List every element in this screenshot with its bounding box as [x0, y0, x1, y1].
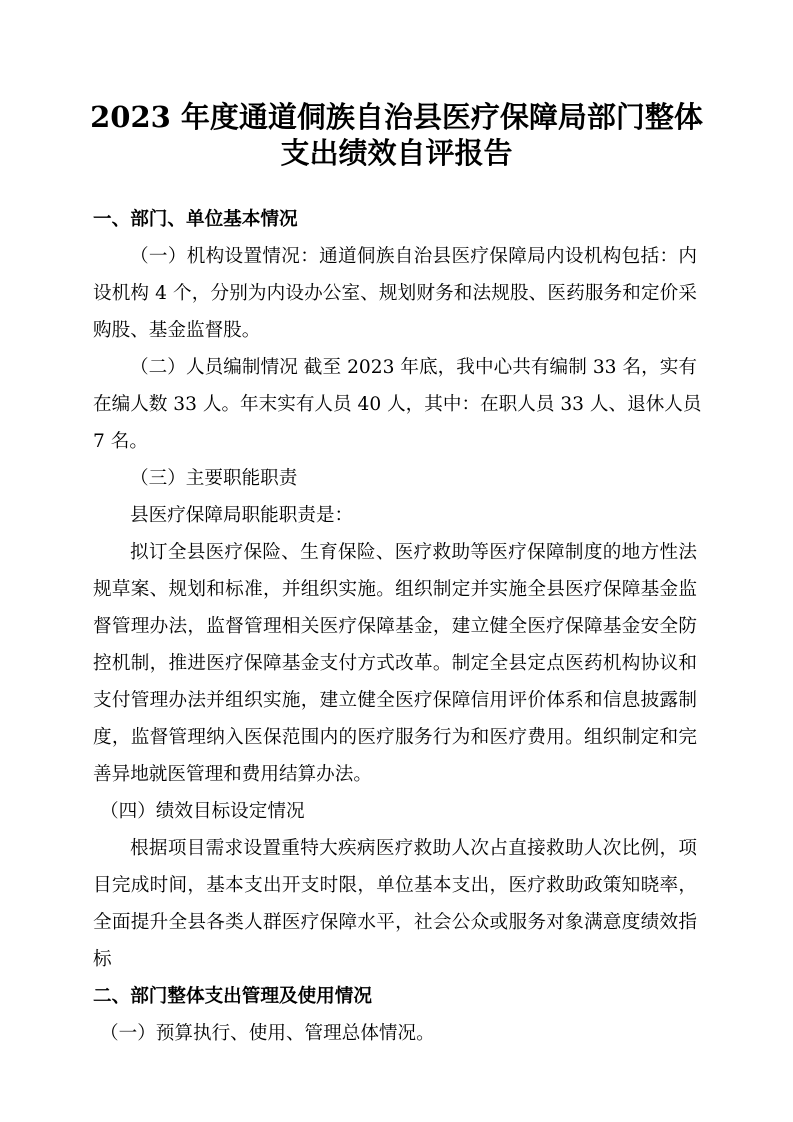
paragraph-line: 设机构 4 个，分别为内设办公室、规划财务和法规股、医药服务和定价采	[93, 283, 697, 304]
subsection-heading: （一）预算执行、使用、管理总体情况。	[100, 1023, 435, 1044]
paragraph-line: 购股、基金监督股。	[93, 320, 261, 341]
section-1-heading: 一、部门、单位基本情况	[93, 209, 298, 230]
document-title-line-2: 支出绩效自评报告	[280, 136, 513, 170]
paragraph-line: 在编人数 33 人。年末实有人员 40 人，其中：在职人员 33 人、退休人员	[93, 394, 702, 415]
paragraph-line: 督管理办法，监督管理相关医疗保障基金，建立健全医疗保障基金安全防	[93, 616, 697, 637]
paragraph-line: 控机制，推进医疗保障基金支付方式改革。制定全县定点医药机构协议和	[93, 653, 697, 674]
section-2-heading: 二、部门整体支出管理及使用情况	[93, 986, 372, 1007]
subsection-heading: （四）绩效目标设定情况	[100, 801, 305, 822]
paragraph-line: （二）人员编制情况 截至 2023 年底，我中心共有编制 33 名，实有	[130, 357, 697, 378]
paragraph-line: 标	[93, 949, 112, 970]
subsection-heading: （三）主要职能职责	[130, 468, 298, 489]
paragraph-line: 目完成时间，基本支出开支时限，单位基本支出，医疗救助政策知晓率，	[93, 875, 697, 896]
paragraph-line: 善异地就医管理和费用结算办法。	[93, 764, 372, 785]
paragraph-line: 度，监督管理纳入医保范围内的医疗服务行为和医疗费用。组织制定和完	[93, 727, 697, 748]
paragraph-line: 7 名。	[93, 431, 148, 452]
paragraph-line: 拟订全县医疗保险、生育保险、医疗救助等医疗保障制度的地方性法	[130, 542, 697, 563]
paragraph-line: 根据项目需求设置重特大疾病医疗救助人次占直接救助人次比例，项	[130, 838, 697, 859]
document-title-line-1: 2023 年度通道侗族自治县医疗保障局部门整体	[90, 100, 703, 134]
paragraph-line: （一）机构设置情况：通道侗族自治县医疗保障局内设机构包括：内	[130, 246, 697, 267]
paragraph-line: 全面提升全县各类人群医疗保障水平，社会公众或服务对象满意度绩效指	[93, 912, 697, 933]
paragraph-line: 县医疗保障局职能职责是：	[130, 505, 354, 526]
paragraph-line: 支付管理办法并组织实施，建立健全医疗保障信用评价体系和信息披露制	[93, 690, 697, 711]
paragraph-line: 规草案、规划和标准，并组织实施。组织制定并实施全县医疗保障基金监	[93, 579, 697, 600]
